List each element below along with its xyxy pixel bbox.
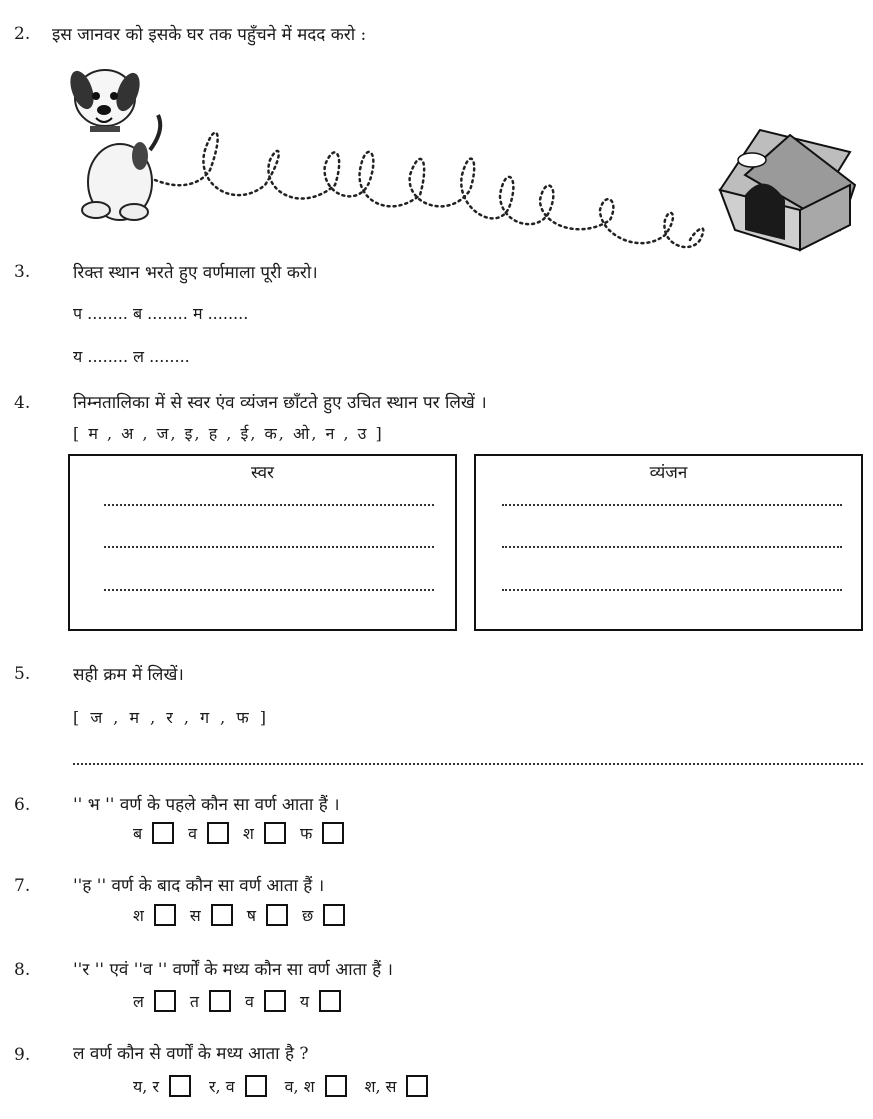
option — [133, 990, 176, 1012]
q4-letter-list: [ म , अ , ज, इ, ह , ई, क, ओ, न , उ ] — [73, 424, 384, 443]
checkbox[interactable] — [323, 904, 345, 926]
consonant-box-title: व्यंजन — [649, 463, 688, 483]
checkbox[interactable] — [319, 990, 341, 1012]
q6-number: 6. — [14, 795, 31, 815]
checkbox[interactable] — [211, 904, 233, 926]
q9-options — [133, 1075, 442, 1097]
option-label: व — [188, 824, 198, 843]
checkbox[interactable] — [264, 990, 286, 1012]
q3-fill-line-1: प ........ ब ........ म ........ — [73, 304, 249, 323]
q4-number: 4. — [14, 393, 31, 413]
option-label: य — [299, 992, 310, 1011]
checkbox[interactable] — [154, 904, 176, 926]
checkbox[interactable] — [266, 904, 288, 926]
option-label: ष — [246, 906, 256, 925]
q5-number: 5. — [14, 664, 31, 684]
answer-line[interactable] — [104, 546, 434, 548]
checkbox[interactable] — [406, 1075, 428, 1097]
option — [285, 1075, 347, 1097]
checkbox[interactable] — [209, 990, 231, 1012]
checkbox[interactable] — [152, 822, 174, 844]
answer-line[interactable] — [502, 589, 842, 591]
q2-text: इस जानवर को इसके घर तक पहुँचने में मदद करो : — [52, 25, 367, 45]
vowel-box[interactable] — [68, 454, 457, 631]
option — [188, 822, 229, 844]
option — [245, 990, 286, 1012]
q8-number: 8. — [14, 960, 31, 980]
option — [133, 822, 174, 844]
option-label: फ — [299, 824, 313, 843]
consonant-box[interactable] — [474, 454, 863, 631]
option-label: छ — [301, 906, 314, 925]
option — [190, 990, 231, 1012]
q4-text: निम्नतालिका में से स्वर एंव व्यंजन छाँटते हुए उचित स्थान पर लिखें । — [73, 393, 487, 413]
q3-text: रिक्त स्थान भरते हुए वर्णमाला पूरी करो। — [73, 263, 318, 283]
option — [190, 904, 233, 926]
q8-options — [133, 990, 355, 1012]
q6-options — [133, 822, 358, 844]
q6-text: '' भ '' वर्ण के पहले कौन सा वर्ण आता हैं । — [73, 795, 340, 815]
option — [133, 904, 176, 926]
option — [300, 822, 344, 844]
option-label: त — [189, 992, 199, 1011]
answer-line[interactable] — [104, 589, 434, 591]
option-label: श — [243, 824, 254, 843]
q7-text: ''ह '' वर्ण के बाद कौन सा वर्ण आता हैं । — [73, 876, 325, 896]
q8-text: ''र '' एवं ''व '' वर्णों के मध्य कौन सा वर्ण आता हैं । — [73, 960, 393, 980]
checkbox[interactable] — [154, 990, 176, 1012]
vowel-box-title: स्वर — [250, 463, 275, 483]
option — [243, 822, 286, 844]
q9-text: ल वर्ण कौन से वर्णों के मध्य आता है ? — [73, 1044, 309, 1064]
maze-path — [155, 133, 703, 247]
maze-illustration — [0, 60, 873, 260]
option — [247, 904, 288, 926]
option-label: श — [133, 906, 144, 925]
checkbox[interactable] — [207, 822, 229, 844]
q3-fill-line-2: य ........ ल ........ — [73, 347, 190, 366]
checkbox[interactable] — [245, 1075, 267, 1097]
dog-icon — [66, 68, 160, 220]
q7-number: 7. — [14, 876, 31, 896]
option-label: स — [189, 906, 201, 925]
option-label: ब — [133, 824, 143, 843]
option — [209, 1075, 267, 1097]
answer-line[interactable] — [502, 504, 842, 506]
option-label: श, स — [364, 1077, 397, 1096]
checkbox[interactable] — [325, 1075, 347, 1097]
option — [365, 1075, 429, 1097]
q7-options — [133, 904, 359, 926]
checkbox[interactable] — [322, 822, 344, 844]
option-label: व — [244, 992, 254, 1011]
q5-answer-line[interactable] — [73, 763, 863, 765]
option — [300, 990, 341, 1012]
option-label: व, श — [284, 1077, 315, 1096]
q2-number: 2. — [14, 24, 31, 44]
q5-letter-list: [ ज , म , र , ग , फ ] — [73, 708, 270, 727]
option — [302, 904, 345, 926]
kennel-icon — [720, 130, 855, 250]
answer-line[interactable] — [104, 504, 434, 506]
option-label: ल — [133, 992, 144, 1011]
option-label: य, र — [133, 1077, 159, 1096]
checkbox[interactable] — [264, 822, 286, 844]
option-label: र, व — [209, 1077, 235, 1096]
answer-line[interactable] — [502, 546, 842, 548]
option — [133, 1075, 191, 1097]
q3-number: 3. — [14, 262, 31, 282]
q5-text: सही क्रम में लिखें। — [73, 665, 184, 685]
checkbox[interactable] — [169, 1075, 191, 1097]
q9-number: 9. — [14, 1045, 31, 1065]
